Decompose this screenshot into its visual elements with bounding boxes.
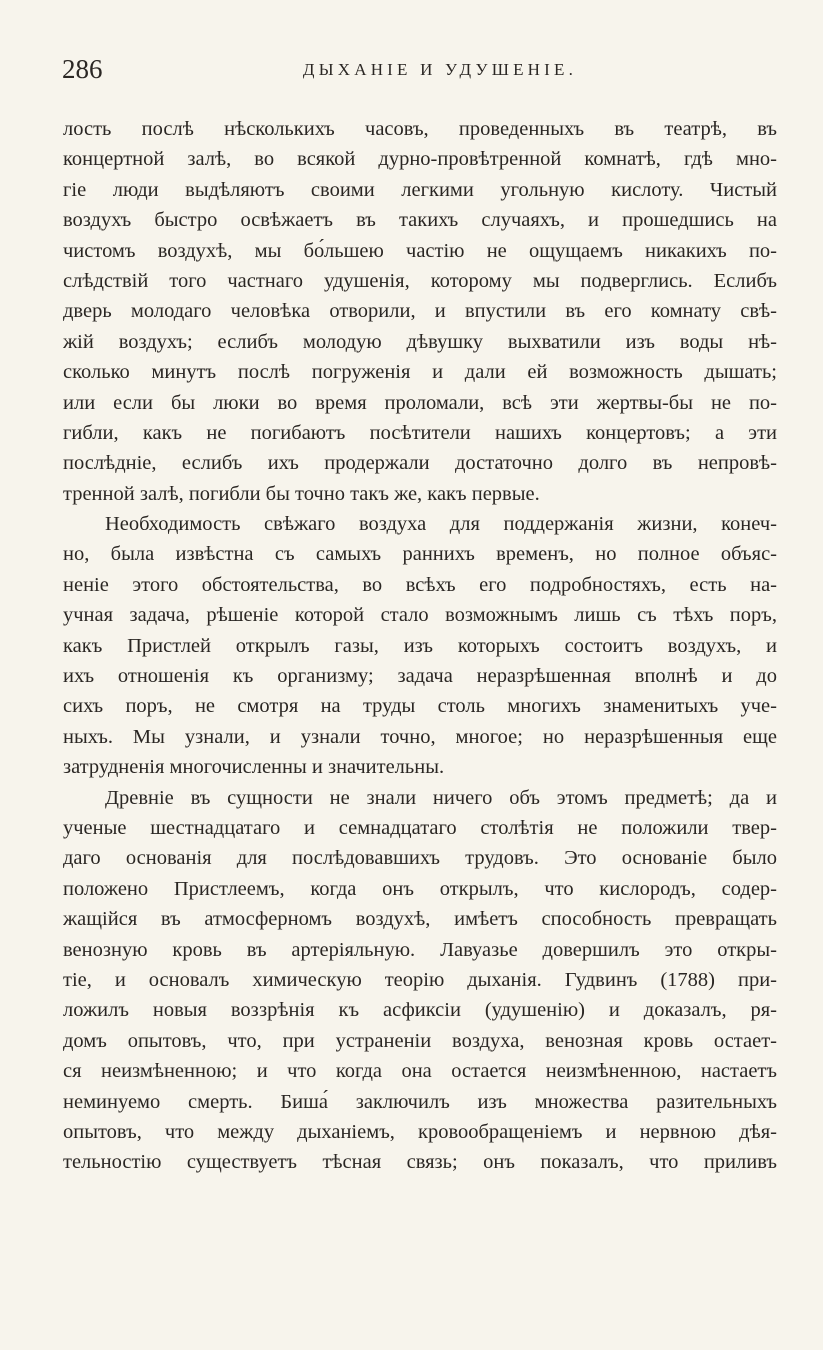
text-line: неніе этого обстоятельства, во всѣхъ его подробностяхъ, есть на- bbox=[63, 573, 777, 596]
text-line: неминуемо смерть. Биша́ заключилъ изъ множества разительныхъ bbox=[63, 1090, 777, 1113]
text-line: или если бы люки во время проломали, всѣ эти жертвы-бы не по- bbox=[63, 391, 777, 414]
text-line: жащійся въ атмосферномъ воздухѣ, имѣетъ способность превращать bbox=[63, 908, 777, 931]
text-line: какъ Пристлей открылъ газы, изъ которыхъ состоитъ воздухъ, и bbox=[63, 634, 777, 657]
text-line: дверь молодаго человѣка отворили, и впустили въ его комнату свѣ- bbox=[63, 300, 777, 323]
text-line: тренной залѣ, погибли бы точно такъ же, какъ первые. bbox=[63, 482, 540, 505]
text-line: опытовъ, что между дыханіемъ, кровообращеніемъ и нервною дѣя- bbox=[63, 1120, 777, 1143]
text-line: ложилъ новыя воззрѣнія къ асфиксіи (удушенію) и доказалъ, ря- bbox=[63, 999, 777, 1022]
text-line: но, была извѣстна съ самыхъ раннихъ временъ, но полное объяс- bbox=[63, 543, 777, 566]
text-line: чистомъ воздухѣ, мы бо́льшею частію не ощущаемъ никакихъ по- bbox=[63, 239, 777, 262]
text-line: слѣдствій того частнаго удушенія, которому мы подверглись. Еслибъ bbox=[63, 269, 777, 292]
text-line: положено Пристлеемъ, когда онъ открылъ, что кислородъ, содер- bbox=[63, 877, 777, 900]
text-line: тіе, и основалъ химическую теорію дыханія. Гудвинъ (1788) при- bbox=[63, 968, 777, 991]
text-line: учная задача, рѣшеніе которой стало возможнымъ лишь съ тѣхъ поръ, bbox=[63, 604, 777, 627]
text-line: концертной залѣ, во всякой дурно-провѣтренной комнатѣ, гдѣ мно- bbox=[63, 148, 777, 171]
paragraph-first-line: Древніе въ сущности не знали ничего объ этомъ предметѣ; да и bbox=[105, 786, 777, 809]
paragraph-first-line: Необходимость свѣжаго воздуха для поддержанія жизни, конеч- bbox=[105, 513, 777, 536]
text-line: даго основанія для послѣдовавшихъ трудовъ. Это основаніе было bbox=[63, 847, 777, 870]
body-text bbox=[63, 114, 777, 1178]
text-line: ученые шестнадцатаго и семнадцатаго столѣтія не положили твер- bbox=[63, 816, 777, 839]
running-title: ДЫХАНІЕ И УДУШЕНІЕ. bbox=[302, 60, 578, 79]
text-line: затрудненія многочисленны и значительны. bbox=[63, 756, 445, 779]
text-line: ся неизмѣненною; и что когда она остается неизмѣненною, настаетъ bbox=[63, 1060, 777, 1083]
text-line: воздухъ быстро освѣжаетъ въ такихъ случаяхъ, и прошедшись на bbox=[63, 209, 777, 232]
text-line: венозную кровь въ артеріяльную. Лавуазье довершилъ это откры- bbox=[63, 938, 777, 961]
text-line: ныхъ. Мы узнали, и узнали точно, многое; но неразрѣшенныя еще bbox=[63, 725, 777, 748]
text-line: гіе люди выдѣляютъ своими легкими угольную кислоту. Чистый bbox=[63, 178, 777, 201]
text-line: послѣдніе, еслибъ ихъ продержали достаточно долго въ непровѣ- bbox=[63, 452, 777, 475]
page-number: 286 bbox=[62, 54, 103, 84]
text-line: гибли, какъ не погибаютъ посѣтители нашихъ концертовъ; а эти bbox=[63, 421, 777, 444]
text-line: домъ опытовъ, что, при устраненіи воздуха, венозная кровь остает- bbox=[63, 1029, 777, 1052]
text-line: тельностію существуетъ тѣсная связь; онъ показалъ, что приливъ bbox=[63, 1151, 777, 1174]
text-line: сколько минутъ послѣ погруженія и дали ей возможность дышать; bbox=[63, 361, 777, 384]
text-line: сихъ поръ, не смотря на труды столь многихъ знаменитыхъ уче- bbox=[63, 695, 777, 718]
text-line: лость послѣ нѣсколькихъ часовъ, проведенныхъ въ театрѣ, въ bbox=[63, 118, 777, 140]
text-line: ихъ отношенія къ организму; задача неразрѣшенная вполнѣ и до bbox=[63, 665, 777, 688]
text-line: жій воздухъ; еслибъ молодую дѣвушку выхватили изъ воды нѣ- bbox=[63, 330, 777, 353]
